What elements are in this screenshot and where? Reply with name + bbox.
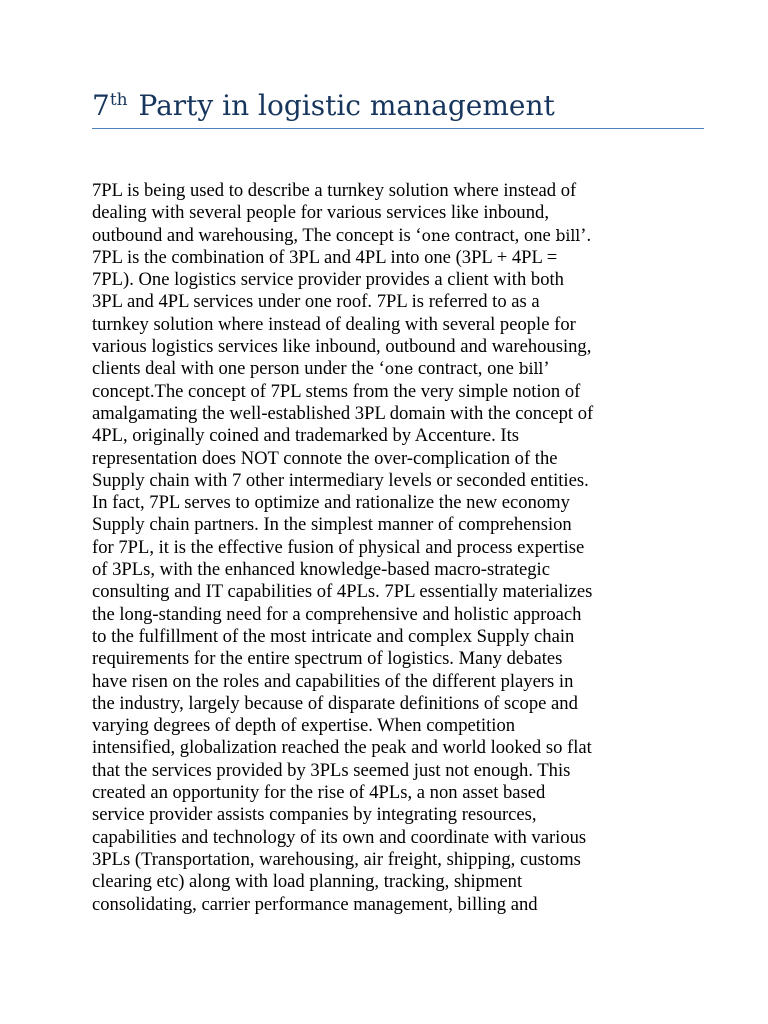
body-paragraph	[92, 180, 712, 916]
text-line: varying degrees of depth of expertise. When competition	[92, 715, 516, 737]
text-line: 7PL). One logistics service provider provides a client with both	[92, 269, 564, 291]
text-line: 7PL is the combination of 3PL and 4PL into one (3PL + 4PL =	[92, 246, 558, 268]
text-line: requirements for the entire spectrum of logistics. Many debates	[92, 648, 563, 670]
title-superscript: th	[109, 90, 128, 110]
text-line: for 7PL, it is the effective fusion of physical and process expertise	[92, 536, 585, 558]
text-line: 3PLs (Transportation, warehousing, air freight, shipping, customs	[92, 848, 581, 870]
text-line: dealing with several people for various services like inbound,	[92, 202, 549, 224]
text-line: 7PL is being used to describe a turnkey solution where instead of	[92, 180, 577, 201]
text-line: the industry, largely because of disparate definitions of scope and	[92, 692, 578, 714]
text-line: various logistics services like inbound, outbound and warehousing,	[92, 336, 592, 358]
text-line: intensified, globalization reached the peak and world looked so flat	[92, 737, 592, 759]
text-line: consolidating, carrier performance management, billing and	[92, 893, 538, 915]
text-line: 3PL and 4PL services under one roof. 7PL is referred to as a	[92, 291, 540, 313]
text-line: clients deal with one person under the ‘one contract, one bill’	[92, 358, 550, 380]
text-line: have risen on the roles and capabilities of the different players in	[92, 670, 574, 692]
text-line: turnkey solution where instead of dealing with several people for	[92, 313, 576, 335]
title-underline	[92, 128, 704, 129]
text-line: of 3PLs, with the enhanced knowledge-based macro-strategic	[92, 559, 550, 581]
document-title	[92, 86, 704, 126]
text-line: service provider assists companies by integrating resources,	[92, 804, 537, 826]
text-line: to the fulfillment of the most intricate and complex Supply chain	[92, 625, 575, 647]
text-line: concept.The concept of 7PL stems from the very simple notion of	[92, 380, 581, 402]
text-line: the long-standing need for a comprehensive and holistic approach	[92, 603, 582, 625]
text-line: created an opportunity for the rise of 4PLs, a non asset based	[92, 782, 546, 804]
text-line: that the services provided by 3PLs seemed just not enough. This	[92, 759, 571, 781]
text-line: consulting and IT capabilities of 4PLs. 7PL essentially materializes	[92, 581, 593, 603]
text-line: In fact, 7PL serves to optimize and rationalize the new economy	[92, 492, 570, 514]
text-line: Supply chain partners. In the simplest manner of comprehension	[92, 514, 572, 536]
text-line: clearing etc) along with load planning, tracking, shipment	[92, 871, 523, 893]
text-line: amalgamating the well-established 3PL domain with the concept of	[92, 402, 594, 424]
text-line: capabilities and technology of its own and coordinate with various	[92, 826, 587, 848]
title-prefix: 7	[92, 89, 110, 122]
text-line: Supply chain with 7 other intermediary levels or seconded entities.	[92, 469, 589, 491]
text-line: 4PL, originally coined and trademarked by Accenture. Its	[92, 425, 520, 447]
title-text: Party in logistic management	[129, 89, 555, 122]
text-line: outbound and warehousing, The concept is ‘one contract, one bill’.	[92, 224, 592, 246]
text-line: representation does NOT connote the over-complication of the	[92, 447, 558, 469]
